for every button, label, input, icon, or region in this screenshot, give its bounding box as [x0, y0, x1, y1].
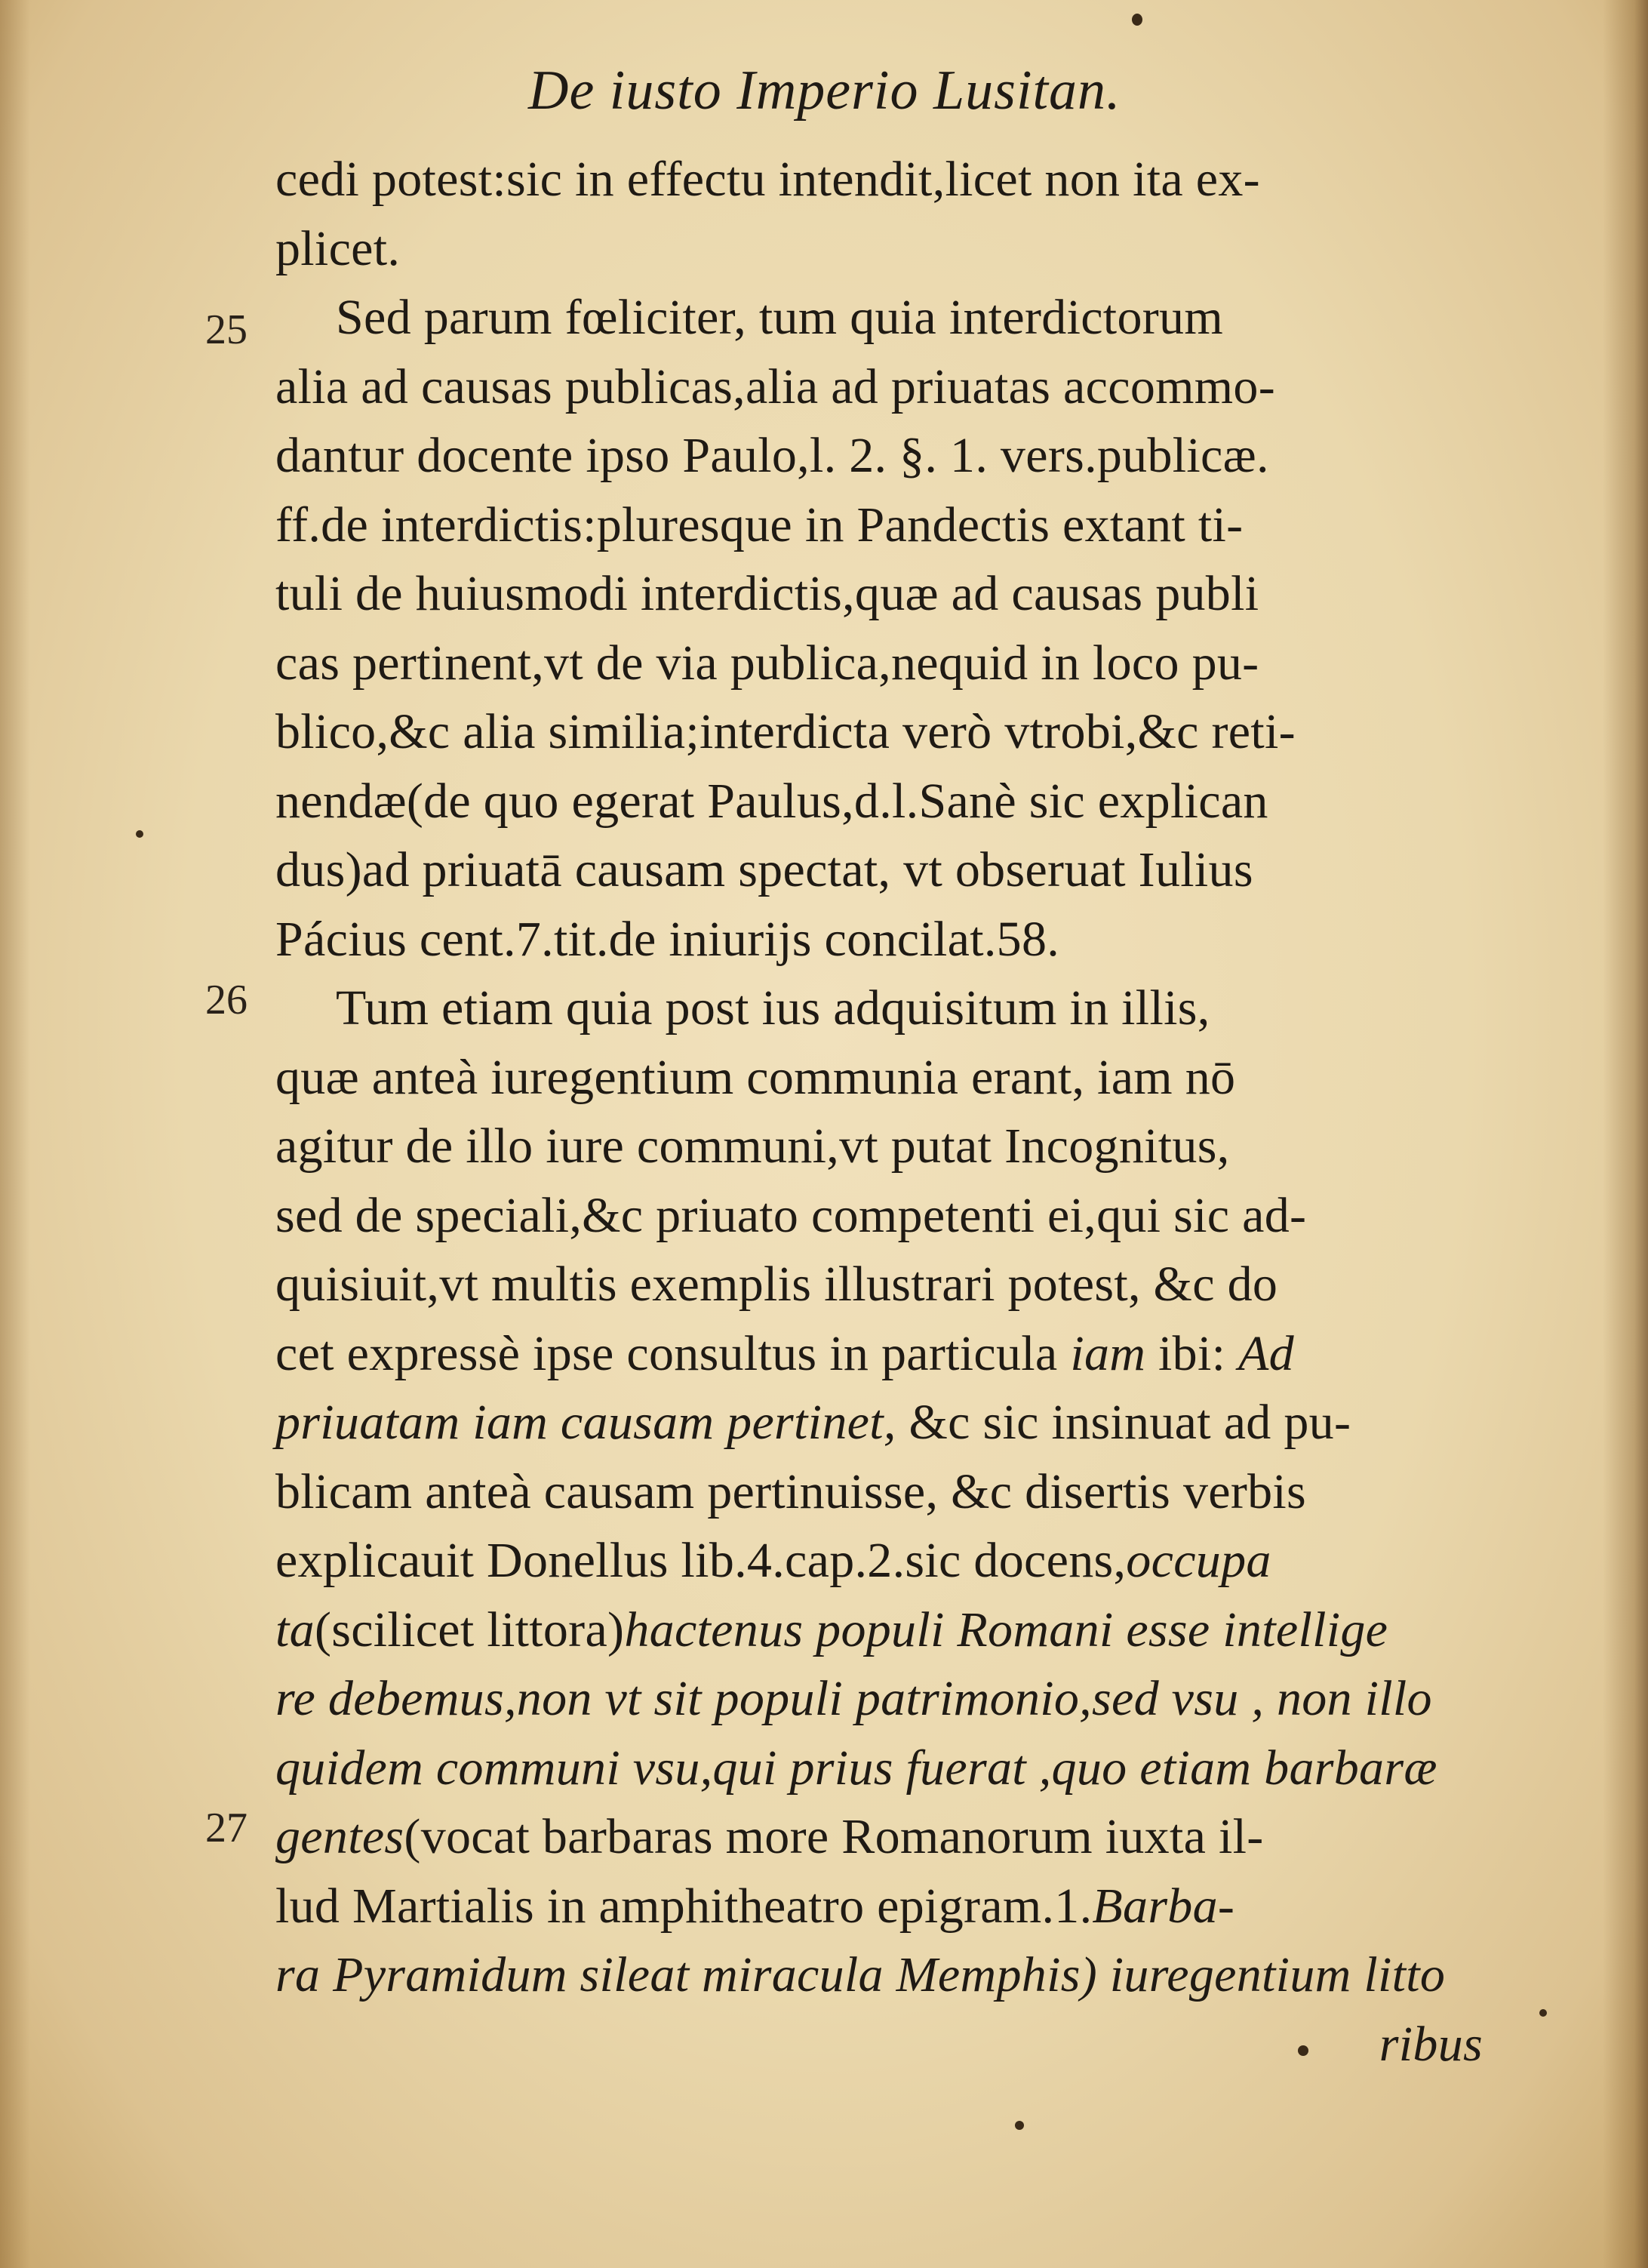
ink-speck [1015, 2121, 1024, 2130]
text-line [275, 974, 1483, 1043]
ink-speck [136, 830, 143, 838]
text-line [275, 629, 1483, 698]
roman-text: dus)ad priuatā causam spectat, vt obseruat Iulius [275, 842, 1253, 897]
running-head: De iusto Imperio Lusitan. [528, 60, 1121, 122]
roman-text: agitur de illo iure communi,vt putat Incognitus, [275, 1119, 1230, 1174]
text-line [275, 835, 1483, 905]
text-line [275, 283, 1483, 352]
roman-text: ibi: [1145, 1325, 1239, 1381]
text-line [275, 1319, 1483, 1389]
roman-text: explicauit Donellus lib.4.cap.2.sic docens, [275, 1533, 1127, 1588]
roman-text: sed de speciali,&c priuato competenti ei,qui sic ad- [275, 1187, 1307, 1243]
roman-text: quæ anteà iuregentium communia erant, iam nō [275, 1049, 1236, 1105]
roman-text: alia ad causas publicas,alia ad priuatas accommo- [275, 359, 1275, 414]
text-line [275, 1250, 1483, 1319]
text-line [275, 421, 1483, 491]
ink-speck [1132, 14, 1142, 26]
text-line [275, 1388, 1483, 1457]
text-line [275, 1940, 1483, 2010]
italic-text: Ad [1238, 1325, 1294, 1381]
text-line [275, 1664, 1483, 1734]
roman-text: cet expressè ipse consultus in particula [275, 1325, 1071, 1381]
italic-text: hactenus populi Romani esse intellige [624, 1602, 1388, 1657]
page-left-edge-shadow [0, 0, 30, 2268]
roman-text: ff.de interdictis:pluresque in Pandectis extant ti- [275, 497, 1244, 552]
margin-number-27: 27 [205, 1805, 248, 1851]
text-line [275, 1734, 1483, 1803]
text-line [275, 214, 1483, 284]
italic-text: gentes [275, 1809, 404, 1864]
text-line [275, 491, 1483, 560]
text-line [275, 2010, 1483, 2079]
roman-text: (scilicet littora) [314, 1602, 625, 1657]
italic-text: re debemus,non vt sit populi patrimonio,sed vsu , non illo [275, 1671, 1432, 1726]
italic-text: Barba- [1092, 1878, 1235, 1934]
text-line [275, 1872, 1483, 1941]
italic-text: ribus [1379, 2016, 1483, 2072]
body-text [275, 145, 1483, 2079]
text-line [275, 1526, 1483, 1596]
italic-text: iam [1070, 1325, 1146, 1381]
italic-text: ra Pyramidum sileat miracula Memphis) iuregentium litto [275, 1947, 1446, 2002]
roman-text: Pácius cent.7.tit.de iniurijs concilat.58. [275, 911, 1060, 967]
italic-text: occupa [1126, 1533, 1271, 1588]
roman-text: cas pertinent,vt de via publica,nequid in loco pu- [275, 635, 1259, 691]
ink-speck [1539, 2009, 1547, 2017]
italic-text: priuatam iam causam pertinet, [275, 1395, 896, 1450]
text-line [275, 767, 1483, 836]
text-line [275, 905, 1483, 974]
page-right-edge-shadow [1603, 0, 1648, 2268]
text-line [275, 1802, 1483, 1872]
roman-text: dantur docente ipso Paulo,l. 2. §. 1. vers.publicæ. [275, 428, 1269, 483]
roman-text: cedi potest:sic in effectu intendit,licet non ita ex- [275, 152, 1260, 207]
roman-text: blico,&c alia similia;interdicta verò vtrobi,&c reti- [275, 704, 1296, 759]
roman-text: Sed parum fœliciter, tum quia interdictorum [336, 290, 1223, 345]
roman-text: quisiuit,vt multis exemplis illustrari potest, &c do [275, 1257, 1278, 1312]
text-line [275, 1181, 1483, 1251]
roman-text: &c sic insinuat ad pu- [896, 1395, 1351, 1450]
italic-text: quidem communi vsu,qui prius fuerat ,quo etiam barbaræ [275, 1740, 1437, 1796]
roman-text: plicet. [275, 220, 401, 276]
roman-text: lud Martialis in amphitheatro epigram.1. [275, 1878, 1093, 1934]
roman-text: tuli de huiusmodi interdictis,quæ ad causas publi [275, 566, 1259, 621]
margin-number-26: 26 [205, 977, 248, 1023]
text-line [275, 697, 1483, 767]
roman-text: nendæ(de quo egerat Paulus,d.l.Sanè sic explican [275, 773, 1268, 829]
text-line [275, 1596, 1483, 1665]
text-line [275, 1457, 1483, 1527]
roman-text: (vocat barbaras more Romanorum iuxta il- [404, 1809, 1264, 1864]
text-line [275, 1043, 1483, 1112]
margin-number-25: 25 [205, 306, 248, 353]
text-line [275, 145, 1483, 214]
italic-text: ta [275, 1602, 315, 1657]
text-line [275, 352, 1483, 422]
roman-text: blicam anteà causam pertinuisse, &c disertis verbis [275, 1463, 1307, 1519]
text-line [275, 559, 1483, 629]
roman-text: Tum etiam quia post ius adquisitum in illis, [336, 980, 1210, 1036]
text-line [275, 1112, 1483, 1181]
